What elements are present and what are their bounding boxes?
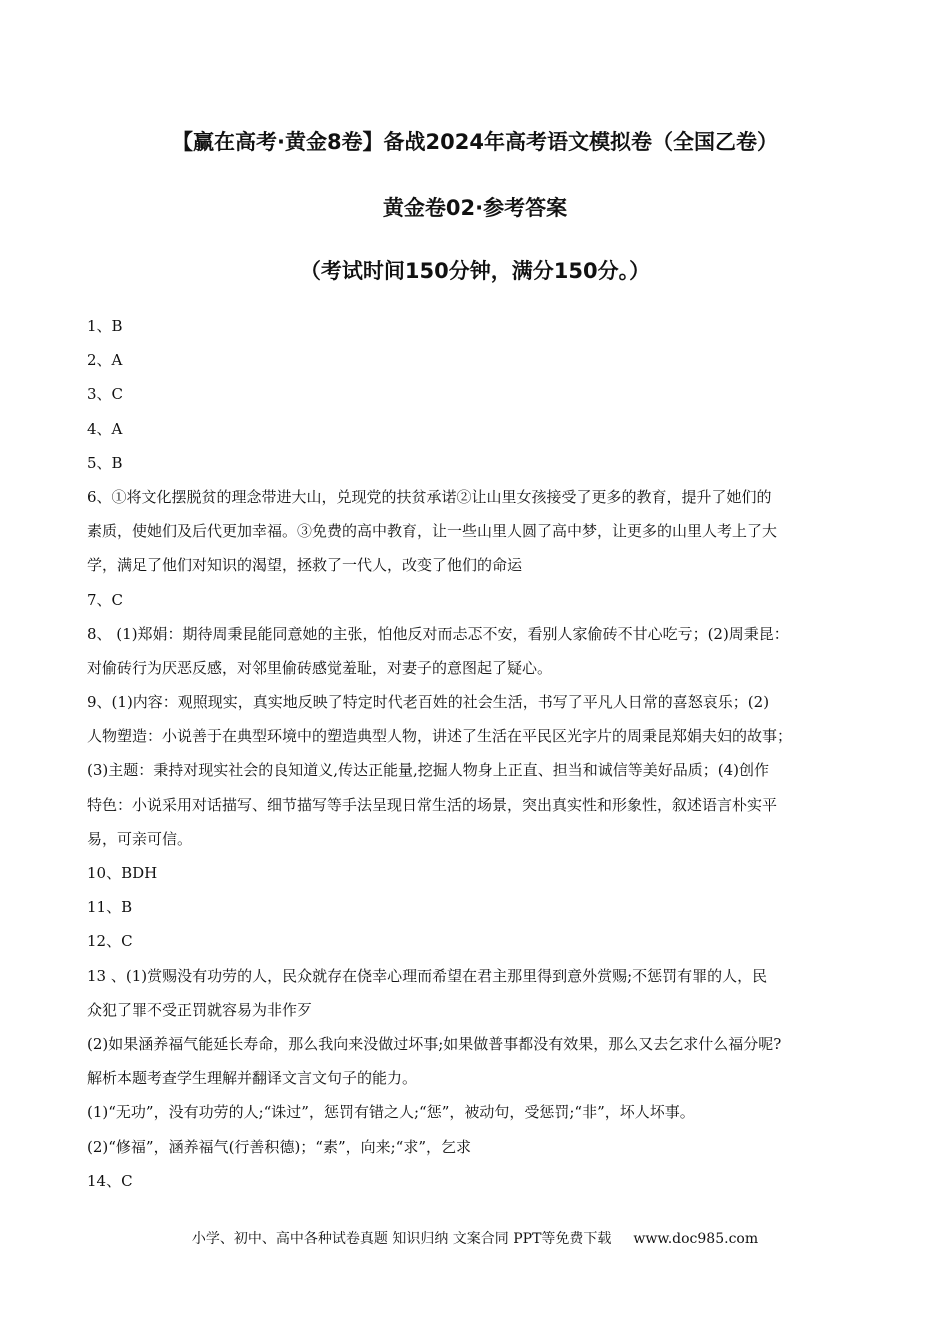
answer-line: 8、 (1)郑娟：期待周秉昆能同意她的主张，怕他反对而忐忑不安，看别人家偷砖不甘心吃亏；(2)周秉昆： [87, 624, 789, 643]
answer-line: (2)“修福”，涵养福气(行善积德)；“素”，向来;“求”，乞求 [87, 1137, 472, 1156]
answer-line: 11、B [87, 898, 133, 917]
answer-line: 9、(1)内容：观照现实，真实地反映了特定时代老百姓的社会生活，书写了平凡人日常的喜怒哀乐；(2) [87, 693, 770, 712]
document-title: 【赢在高考·黄金8卷】备战2024年高考语文模拟卷（全国乙卷） [171, 130, 779, 154]
answer-line: 3、C [87, 385, 124, 404]
exam-info: （考试时间150分钟，满分150分。） [299, 259, 651, 283]
answer-line: 众犯了罪不受正罚就容易为非作歹 [87, 1000, 313, 1019]
answer-line: 对偷砖行为厌恶反感，对邻里偷砖感觉羞耻，对妻子的意图起了疑心。 [87, 658, 553, 677]
answer-line: 12、C [87, 932, 133, 951]
answer-line: 14、C [87, 1171, 133, 1190]
answer-line: 1、B [87, 317, 123, 335]
answer-line: (2)如果涵养福气能延长寿命，那么我向来没做过坏事;如果做普事都没有效果，那么又去乞求什么福分呢? [87, 1034, 782, 1053]
document-subtitle: 黄金卷02·参考答案 [382, 196, 568, 220]
answer-line: 10、BDH [87, 864, 158, 882]
answer-line: 13 、(1)赏赐没有功劳的人，民众就存在侥幸心理而希望在君主那里得到意外赏赐;不惩罚有罪的人，民 [87, 966, 768, 985]
answer-list [87, 309, 877, 1198]
answer-line: 4、A [87, 419, 123, 438]
answer-line: 特色：小说采用对话描写、细节描写等手法呈现日常生活的场景，突出真实性和形象性，叙述语言朴实平 [87, 795, 778, 814]
answer-line: 6、①将文化摆脱贫的理念带进大山，兑现党的扶贫承诺②让山里女孩接受了更多的教育，提升了她们的 [87, 487, 772, 506]
answer-line: (1)“无功”，没有功劳的人;“诛过”，惩罚有错之人;“惩”，被动句，受惩罚;“非”，坏人坏事。 [87, 1103, 695, 1122]
answer-line: 人物塑造：小说善于在典型环境中的塑造典型人物，讲述了生活在平民区光字片的周秉昆郑娟夫妇的故事； [87, 727, 793, 746]
answer-line: 解析本题考查学生理解并翻译文言文句子的能力。 [87, 1069, 418, 1088]
footer-text: 小学、初中、高中各种试卷真题 知识归纳 文案合同 PPT等免费下载 [191, 1231, 612, 1247]
answer-line: 学，满足了他们对知识的渴望，拯救了一代人，改变了他们的命运 [87, 556, 523, 575]
answer-line: 素质，使她们及后代更加幸福。③免费的高中教育，让一些山里人圆了高中梦，让更多的山里人考上了大 [87, 522, 778, 541]
answer-line: 7、C [87, 590, 124, 609]
footer-url: www.doc985.com [633, 1231, 759, 1247]
answer-line: 2、A [87, 351, 123, 370]
answer-line: (3)主题：秉持对现实社会的良知道义,传达正能量,挖掘人物身上正直、担当和诚信等美好品质；(4)创作 [87, 761, 770, 780]
answer-line: 易，可亲可信。 [87, 829, 193, 848]
answer-line: 5、B [87, 453, 123, 472]
page-footer [0, 1228, 950, 1248]
